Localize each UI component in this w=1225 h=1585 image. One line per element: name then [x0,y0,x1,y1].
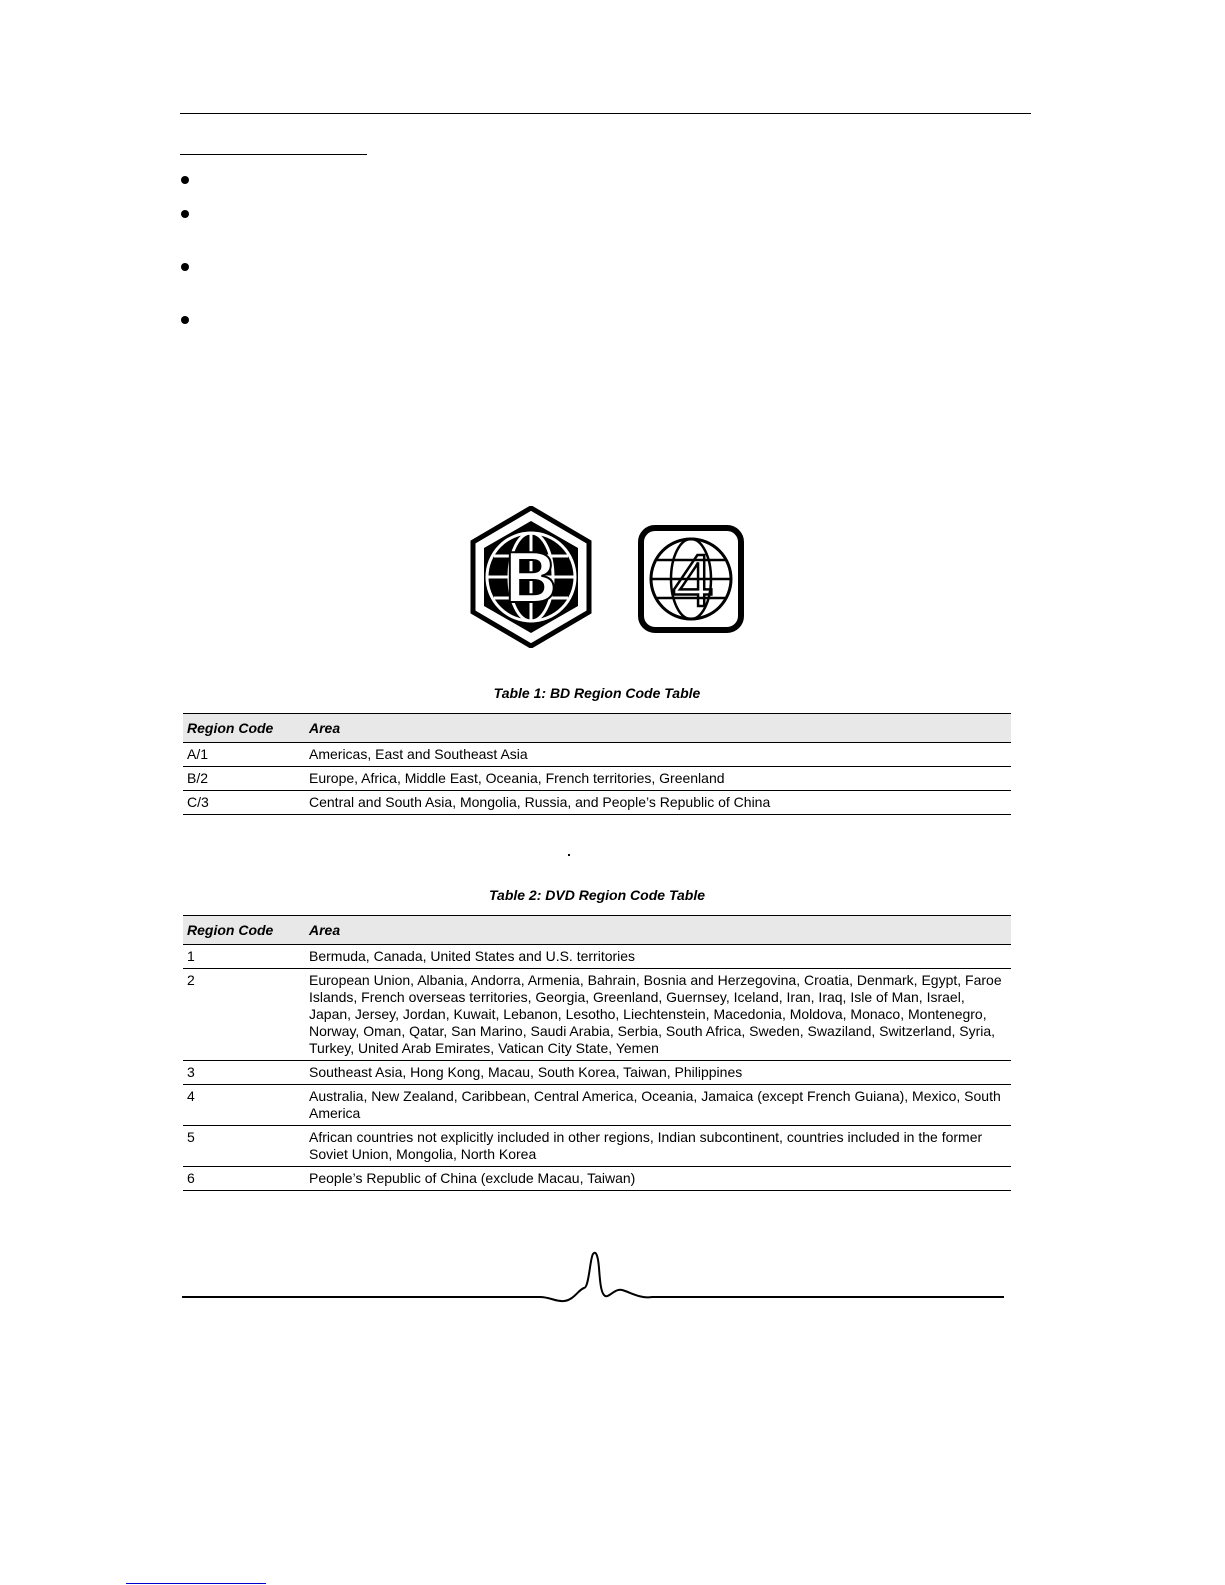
area-cell: Bermuda, Canada, United States and U.S. territories [305,945,1011,969]
dvd-region-logo [637,524,745,634]
bd-region-logo [470,506,592,648]
bullet-3 [181,263,189,271]
region-code-cell: 4 [183,1085,305,1126]
table-header-row [183,916,1011,945]
table2-caption: Table 2: DVD Region Code Table [489,887,705,903]
column-header-region-code: Region Code [183,916,305,945]
region-code-cell: 3 [183,1061,305,1085]
area-cell: Southeast Asia, Hong Kong, Macau, South Korea, Taiwan, Philippines [305,1061,1011,1085]
bd-region-table [183,713,1011,815]
bullet-1 [181,176,189,184]
footer-waveform-rule [180,1248,1010,1308]
region-code-cell: 2 [183,969,305,1061]
table-row [183,1061,1011,1085]
region-code-cell: C/3 [183,791,305,815]
region-code-cell: B/2 [183,767,305,791]
region-code-cell: 6 [183,1167,305,1191]
table-row [183,945,1011,969]
dvd-region-table [183,915,1011,1191]
stray-dot [568,854,570,856]
table1-caption: Table 1: BD Region Code Table [493,685,701,701]
area-cell: African countries not explicitly included in other regions, Indian subcontinent, countries included in the former Soviet Union, Mongolia, North Korea [305,1126,1011,1167]
bullet-4 [181,316,189,324]
area-cell: Australia, New Zealand, Caribbean, Central America, Oceania, Jamaica (except French Guiana), Mexico, South America [305,1085,1011,1126]
header-rule [180,113,1031,114]
table-row [183,969,1011,1061]
table-header-row [183,714,1011,743]
section-heading-underline [180,154,367,155]
region-code-cell: 1 [183,945,305,969]
column-header-region-code: Region Code [183,714,305,743]
bd-region-letter: B [505,538,557,618]
table-row [183,1085,1011,1126]
bullet-2 [181,210,189,218]
table-row [183,743,1011,767]
region-logos [470,506,745,648]
table-row [183,1167,1011,1191]
area-cell: Americas, East and Southeast Asia [305,743,1011,767]
table-row [183,791,1011,815]
table-row [183,767,1011,791]
column-header-area: Area [305,714,1011,743]
area-cell: People’s Republic of China (exclude Macau, Taiwan) [305,1167,1011,1191]
region-code-cell: 5 [183,1126,305,1167]
bottom-link-underline [126,1583,266,1584]
area-cell: Central and South Asia, Mongolia, Russia, and People’s Republic of China [305,791,1011,815]
table-row [183,1126,1011,1167]
area-cell: Europe, Africa, Middle East, Oceania, French territories, Greenland [305,767,1011,791]
column-header-area: Area [305,916,1011,945]
region-code-cell: A/1 [183,743,305,767]
area-cell: European Union, Albania, Andorra, Armenia, Bahrain, Bosnia and Herzegovina, Croatia, Denmark, Egypt, Faroe Islands, French overseas territories, Georgia, Greenland, Guernsey, Iceland, Iran, Iraq, Isle of Man, Israel, Japan, Jersey, Jordan, Kuwait, Lebanon, Lesotho, Liechtenstein, Macedonia, Moldova, Monaco, Montenegro, Norway, Oman, Qatar, San Marino, Saudi Arabia, Serbia, South Africa, Sweden, Swaziland, Switzerland, Syria, Turkey, United Arab Emirates, Vatican City State, Yemen [305,969,1011,1061]
dvd-region-number: 4 [672,539,714,622]
